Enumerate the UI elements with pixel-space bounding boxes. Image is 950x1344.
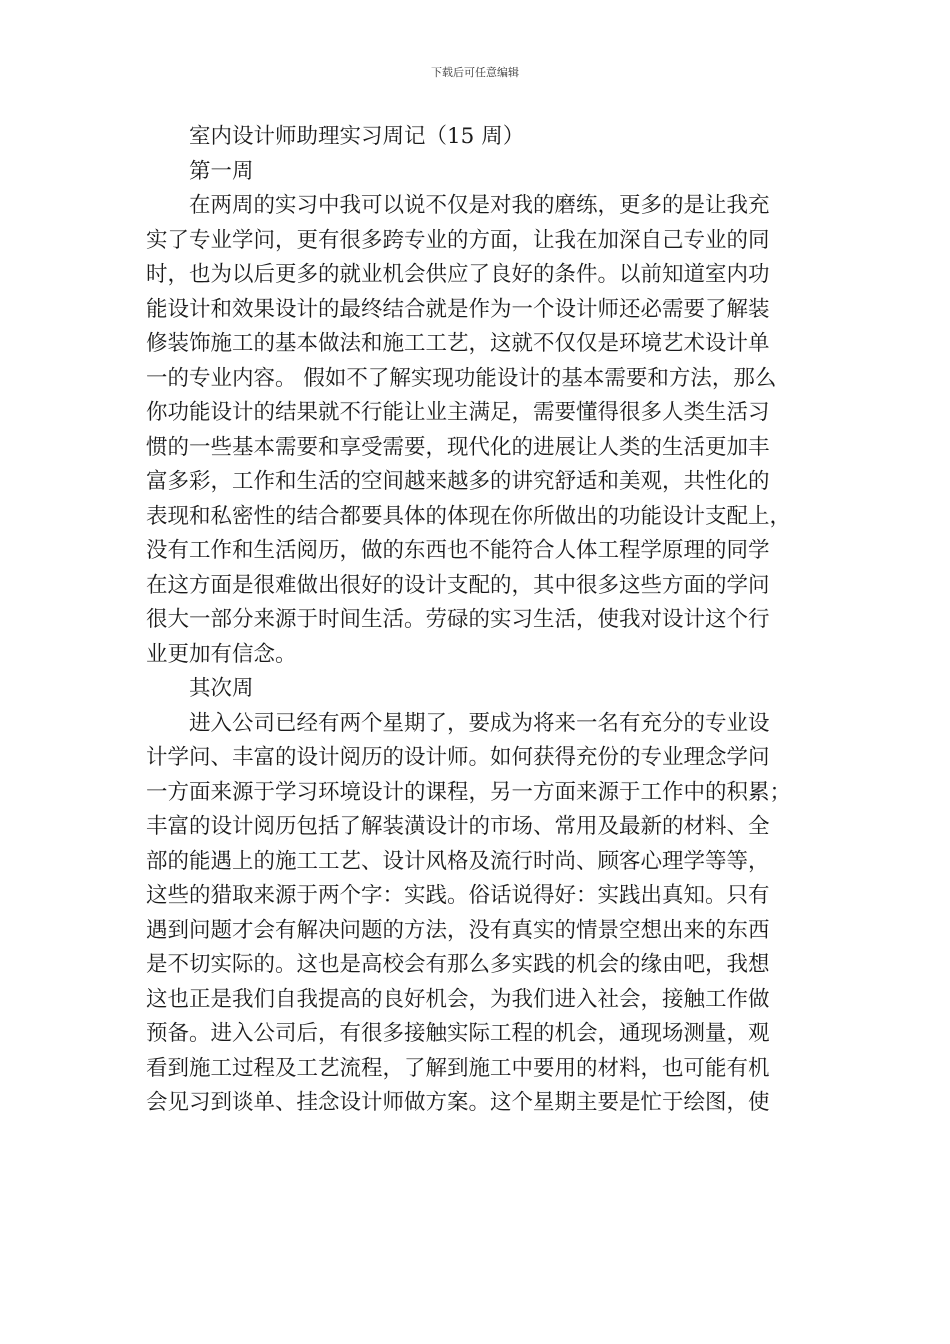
paragraph-line: 遇到问题才会有解决问题的方法，没有真实的情景空想出来的东西 <box>146 917 770 943</box>
paragraph-line: 很大一部分来源于时间生活。劳碌的实习生活，使我对设计这个行 <box>146 607 770 632</box>
paragraph-line: 实了专业学问，更有很多跨专业的方面，让我在加深自己专业的同 <box>146 227 770 253</box>
paragraph-line: 时，也为以后更多的就业机会供应了良好的条件。以前知道室内功 <box>146 262 770 287</box>
paragraph-line: 能设计和效果设计的最终结合就是作为一个设计师还必需要了解装 <box>146 296 770 322</box>
paragraph-line: 你功能设计的结果就不行能让业主满足，需要懂得很多人类生活习 <box>146 400 770 425</box>
paragraph-line: 这也正是我们自我提高的良好机会，为我们进入社会，接触工作做 <box>146 986 770 1012</box>
paragraph-line: 一方面来源于学习环境设计的课程，另一方面来源于工作中的积累； <box>146 779 792 805</box>
paragraph-line: 没有工作和生活阅历，做的东西也不能符合人体工程学原理的同学 <box>146 538 770 563</box>
week1-heading: 第一周 <box>189 158 254 184</box>
week2-heading: 其次周 <box>189 676 254 701</box>
paragraph-line: 修装饰施工的基本做法和施工工艺，这就不仅仅是环境艺术设计单 <box>146 331 770 356</box>
paragraph-line: 看到施工过程及工艺流程，了解到施工中要用的材料，也可能有机 <box>146 1055 770 1081</box>
paragraph-line: 表现和私密性的结合都要具体的体现在你所做出的功能设计支配上， <box>146 503 792 529</box>
paragraph-line: 是不切实际的。这也是高校会有那么多实践的机会的缘由吧，我想 <box>146 952 770 977</box>
document-title: 室内设计师助理实习周记（15 周） <box>189 124 525 149</box>
paragraph-line: 计学问、丰富的设计阅历的设计师。如何获得充份的专业理念学问 <box>146 745 770 770</box>
week2-paragraph <box>146 707 806 1121</box>
document-body <box>146 120 806 1121</box>
paragraph-line: 富多彩，工作和生活的空间越来越多的讲究舒适和美观，共性化的 <box>146 469 770 494</box>
week1-paragraph <box>146 189 806 672</box>
page-header: 下载后可任意编辑 <box>431 66 519 79</box>
paragraph-line: 部的能遇上的施工工艺、设计风格及流行时尚、顾客心理学等等， <box>146 848 770 874</box>
paragraph-line: 进入公司已经有两个星期了，要成为将来一名有充分的专业设 <box>189 710 770 736</box>
paragraph-line: 在这方面是很难做出很好的设计支配的，其中很多这些方面的学问 <box>146 572 770 598</box>
paragraph-line: 这些的猎取来源于两个字：实践。俗话说得好：实践出真知。只有 <box>146 883 770 908</box>
paragraph-line: 一的专业内容。 假如不了解实现功能设计的基本需要和方法，那么 <box>146 365 777 391</box>
paragraph-line: 业更加有信念。 <box>146 641 297 667</box>
paragraph-line: 会见习到谈单、挂念设计师做方案。这个星期主要是忙于绘图，使 <box>146 1090 770 1115</box>
paragraph-line: 惯的一些基本需要和享受需要，现代化的进展让人类的生活更加丰 <box>146 434 770 460</box>
paragraph-line: 在两周的实习中我可以说不仅是对我的磨练，更多的是让我充 <box>189 193 770 218</box>
paragraph-line: 预备。进入公司后，有很多接触实际工程的机会，通现场测量，观 <box>146 1021 770 1046</box>
paragraph-line: 丰富的设计阅历包括了解装潢设计的市场、常用及最新的材料、全 <box>146 814 770 839</box>
